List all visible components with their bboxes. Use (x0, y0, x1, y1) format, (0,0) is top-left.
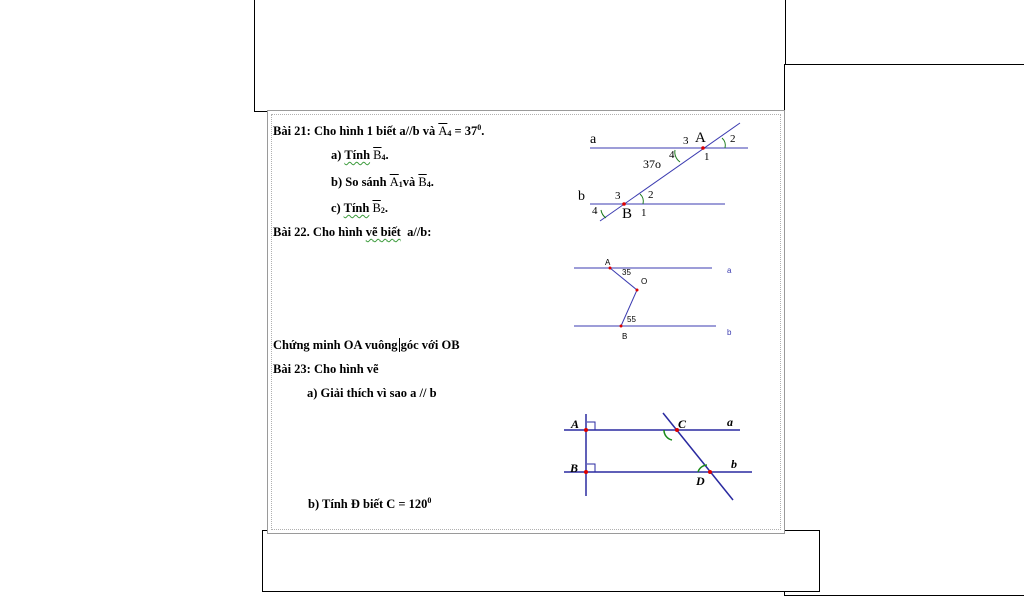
label-b: b (578, 189, 585, 204)
svg-text:3: 3 (615, 190, 621, 202)
arc-A4 (675, 150, 680, 162)
svg-text:C: C (678, 417, 687, 431)
svg-text:D: D (696, 474, 705, 488)
svg-text:b: b (731, 457, 737, 471)
top-frame (254, 0, 786, 112)
svg-text:1: 1 (704, 151, 710, 163)
svg-text:35: 35 (622, 268, 631, 277)
bai21-question-c: c) Tính $\overline{B}2$. (331, 201, 388, 215)
label-a: a (590, 132, 597, 147)
bai21-question-b: b) So sánh $\overline{A}1và$ $\overline{B}4$. (331, 175, 434, 189)
svg-text:3: 3 (683, 135, 689, 147)
arc-A2 (722, 138, 725, 148)
svg-text:B: B (622, 332, 628, 341)
svg-text:2: 2 (648, 189, 654, 201)
svg-text:2: 2 (730, 133, 736, 145)
transversal (600, 123, 740, 221)
text-cursor (399, 338, 400, 352)
svg-text:b: b (727, 328, 732, 337)
right-angle-B (587, 464, 595, 472)
label-A: A (695, 130, 706, 146)
bai21-figure (570, 118, 770, 228)
label-B: B (622, 206, 633, 222)
bai22-figure (570, 256, 750, 346)
bai23-title: Bài 23: Cho hình vẽ (273, 362, 379, 376)
bottom-frame (262, 530, 820, 592)
svg-text:4: 4 (592, 205, 598, 217)
svg-text:1: 1 (641, 207, 647, 219)
right-frame (784, 64, 1024, 596)
svg-text:B: B (570, 461, 579, 475)
svg-text:O: O (641, 277, 648, 286)
svg-text:A: A (571, 417, 580, 431)
point-A (701, 146, 705, 150)
bai23-question-b: b) Tính Đ biết $C = 120^0$ (308, 496, 432, 511)
bai23-question-a: a) Giải thích vì sao a // b (307, 386, 437, 400)
arc-B2 (640, 194, 643, 204)
right-angle-A (587, 422, 595, 430)
bai22-title: Bài 22. Cho hình vẽ biết a//b: (273, 225, 432, 239)
svg-text:37o: 37o (643, 157, 661, 171)
bai22-prove: Chứng minh OA vuông góc với OB (273, 338, 460, 352)
bai21-question-a: a) Tính $\overline{B}4$. (331, 148, 389, 162)
bai23-figure (560, 410, 760, 510)
arc-B4 (601, 210, 606, 218)
svg-text:a: a (727, 415, 733, 429)
svg-text:a: a (727, 266, 732, 275)
bai21-title: Bài 21: Cho hình 1 biết a//b và $\overline{A}4 = 37^0$. (273, 123, 485, 138)
arc-C (664, 430, 672, 440)
svg-text:4: 4 (669, 149, 675, 161)
svg-text:55: 55 (627, 315, 636, 324)
svg-text:A: A (605, 258, 611, 267)
